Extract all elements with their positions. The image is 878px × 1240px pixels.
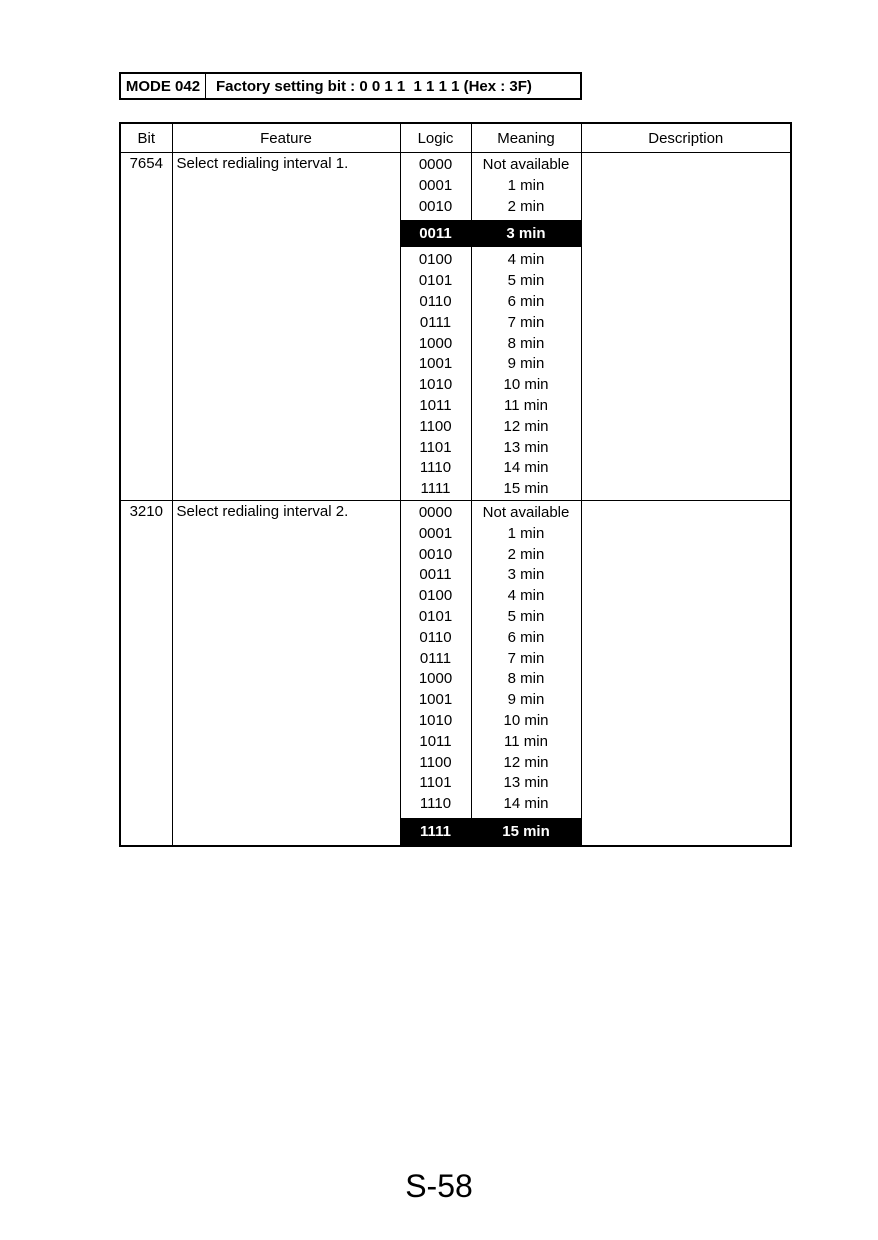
logic-value: 1110 (419, 459, 452, 477)
meaning-value: 14 min (503, 459, 549, 477)
meaning-value: 5 min (507, 272, 545, 290)
column-header-description: Description (581, 123, 791, 153)
meaning-value: Not available (482, 156, 570, 173)
meaning-value: 12 min (503, 417, 549, 435)
meaning-value: 11 min (504, 396, 548, 414)
column-header-bit: Bit (120, 123, 172, 153)
logic-value: 0111 (419, 313, 452, 331)
column-header-feature: Feature (172, 123, 400, 153)
logic-value: 0001 (418, 524, 453, 542)
logic-value: 1110 (419, 795, 452, 813)
logic-cell (400, 153, 471, 501)
meaning-cell (471, 500, 581, 845)
logic-value: 1100 (419, 417, 452, 435)
mode-label: MODE 042 (121, 74, 206, 98)
mode-header (119, 72, 582, 100)
logic-value: 0111 (419, 649, 452, 667)
meaning-value: 1 min (507, 524, 545, 542)
logic-value: 1101 (419, 438, 452, 456)
meaning-value: 10 min (503, 711, 549, 729)
logic-value: 0011 (419, 566, 452, 584)
logic-value: 1100 (419, 753, 452, 771)
meaning-cell (471, 153, 581, 501)
table-row (120, 153, 791, 501)
page-number: S-58 (405, 1168, 473, 1204)
logic-value: 0010 (418, 197, 453, 215)
meaning-value: 9 min (507, 355, 545, 373)
meaning-value: 13 min (503, 438, 549, 456)
meaning-value-default: 3 min (472, 220, 581, 247)
meaning-value-default: 15 min (472, 818, 581, 845)
meaning-value: 10 min (503, 376, 549, 394)
logic-value: 1011 (419, 732, 452, 750)
meaning-value: 9 min (507, 691, 545, 709)
meaning-value: 13 min (503, 774, 549, 792)
meaning-value: 2 min (507, 545, 545, 563)
feature-cell: Select redialing interval 1. (172, 153, 400, 501)
logic-value: 0101 (418, 272, 453, 290)
description-cell (581, 153, 791, 501)
bit-settings-table (119, 122, 792, 847)
logic-value: 1000 (418, 334, 453, 352)
meaning-value: 6 min (507, 292, 545, 310)
logic-value: 1010 (418, 711, 453, 729)
bit-cell: 3210 (120, 500, 172, 845)
logic-value: 0110 (419, 628, 452, 646)
meaning-value: 8 min (507, 334, 545, 352)
meaning-value: 3 min (507, 566, 545, 584)
logic-value: 1001 (418, 355, 453, 373)
logic-cell (400, 500, 471, 845)
meaning-value: Not available (482, 503, 570, 521)
meaning-value: 5 min (507, 607, 545, 625)
meaning-value: 14 min (503, 795, 549, 813)
logic-value: 0100 (418, 587, 453, 605)
meaning-value: 8 min (507, 670, 545, 688)
logic-value-default: 0011 (401, 220, 471, 247)
logic-value-default: 1111 (401, 818, 471, 845)
logic-value: 0101 (418, 607, 453, 625)
column-header-logic: Logic (400, 123, 471, 153)
logic-value: 1000 (418, 670, 453, 688)
meaning-value: 2 min (507, 197, 545, 215)
meaning-value: 1 min (507, 176, 545, 194)
description-cell (581, 500, 791, 845)
table-row (120, 500, 791, 845)
logic-value: 0000 (418, 503, 453, 521)
table-header-row (120, 123, 791, 153)
column-header-meaning: Meaning (471, 123, 581, 153)
logic-value: 1010 (418, 376, 453, 394)
logic-value: 1011 (419, 396, 452, 414)
logic-value: 0001 (418, 176, 453, 194)
logic-value: 1001 (418, 691, 453, 709)
meaning-value: 6 min (507, 628, 545, 646)
meaning-value: 4 min (507, 587, 545, 605)
logic-value: 0110 (419, 292, 452, 310)
meaning-value: 4 min (507, 251, 545, 269)
logic-value: 0010 (418, 545, 453, 563)
factory-setting-label: Factory setting bit : 0 0 1 1 1 1 1 1 (Hex : 3F) (216, 77, 532, 95)
meaning-value: 7 min (507, 313, 545, 331)
logic-value: 0100 (418, 251, 453, 269)
meaning-value: 7 min (507, 649, 545, 667)
logic-value: 1101 (419, 774, 452, 792)
meaning-value: 11 min (504, 732, 548, 750)
meaning-value: 12 min (503, 753, 549, 771)
feature-cell: Select redialing interval 2. (172, 500, 400, 845)
logic-value: 0000 (418, 156, 453, 173)
bit-cell: 7654 (120, 153, 172, 501)
logic-value: 1111 (420, 480, 451, 498)
meaning-value: 15 min (503, 480, 549, 498)
